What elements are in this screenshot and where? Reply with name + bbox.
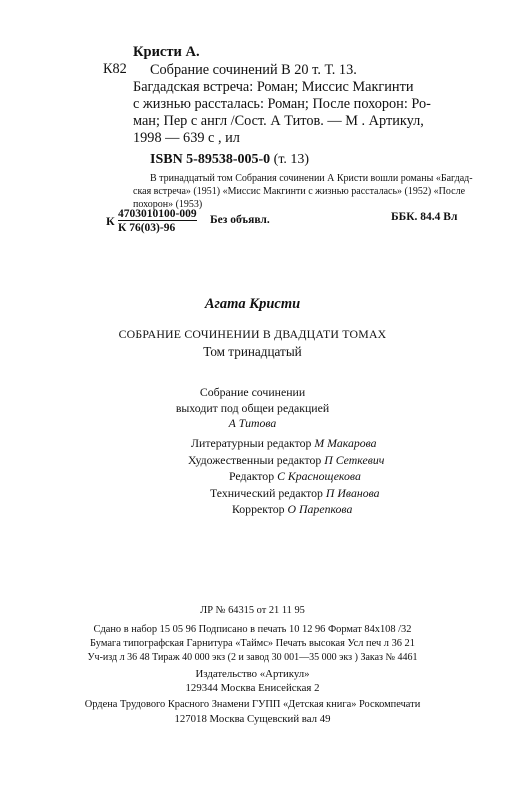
credit-role: Литературныи редактор — [191, 436, 312, 450]
credit-art-editor — [188, 453, 384, 468]
editorial-line: выходит под общеи редакцией — [175, 401, 330, 415]
catalog-note: В тринадцатый том Собрания сочинении А Кристи вошли романы «Багдад- — [150, 173, 473, 184]
credit-name: П Иванова — [325, 486, 380, 500]
credit-name: М Макарова — [314, 436, 377, 450]
printer-address: 127018 Москва Сущевский вал 49 — [174, 713, 331, 725]
imprint-line: Уч-изд л 36 48 Тираж 40 000 экз (2 и завод 30 001—35 000 экз ) Заказ № 4461 — [87, 652, 418, 663]
catalog-k-letter: К — [106, 214, 115, 228]
credit-role: Редактор — [229, 469, 275, 483]
catalog-bbk: ББК. 84.4 Вл — [391, 211, 458, 223]
publisher-address: 129344 Москва Енисейская 2 — [185, 682, 320, 694]
credit-role: Художественныи редактор — [188, 453, 322, 467]
title-author: Агата Кристи — [204, 296, 301, 312]
catalog-code-bottom: К 76(03)-96 — [118, 222, 176, 234]
imprint-line: Бумага типографская Гарнитура «Таймс» Печать высокая Усл печ л 36 21 — [90, 638, 415, 649]
catalog-isbn-line — [150, 152, 309, 168]
credit-technical-editor — [210, 486, 380, 501]
catalog-note: похорон» (1953) — [133, 199, 203, 210]
license-number: ЛР № 64315 от 21 11 95 — [200, 605, 305, 616]
catalog-index: К82 — [103, 61, 127, 77]
credit-literary-editor — [191, 436, 377, 451]
catalog-note: ская встреча» (1951) «Миссис Макгинти с жизнью рассталась» (1952) «После — [133, 186, 466, 197]
catalog-line: с жизнью рассталась: Роман; После похорон: Ро- — [133, 96, 431, 112]
credit-role: Корректор — [232, 502, 285, 516]
isbn: ISBN 5-89538-005-0 — [150, 152, 271, 167]
publisher-name: Издательство «Артикул» — [195, 668, 310, 680]
editorial-editor-name: А Титова — [228, 416, 277, 430]
credit-name: О Парепкова — [287, 502, 353, 516]
credit-role: Технический редактор — [210, 486, 323, 500]
catalog-line: 1998 — 639 с , ил — [133, 130, 240, 146]
printer-name: Ордена Трудового Красного Знамени ГУПП «Детская книга» Роскомпечати — [84, 699, 421, 710]
credit-editor — [229, 469, 361, 484]
title-series: СОБРАНИЕ СОЧИНЕНИИ В ДВАДЦАТИ ТОМАХ — [118, 327, 387, 341]
imprint-line: Сдано в набор 15 05 96 Подписано в печать 10 12 96 Формат 84х108 /32 — [93, 624, 412, 635]
isbn-volume: (т. 13) — [273, 152, 310, 167]
credit-name: П Сеткевич — [324, 453, 385, 467]
catalog-line: Собрание сочинений В 20 т. Т. 13. — [150, 62, 357, 78]
title-volume: Том тринадцатый — [203, 344, 302, 359]
credit-name: С Краснощекова — [277, 469, 361, 483]
editorial-line: Собрание сочинении — [199, 385, 306, 399]
catalog-no-announce: Без объявл. — [210, 214, 270, 226]
catalog-line: ман; Пер с англ /Сост. А Титов. — М . Артикул, — [133, 113, 424, 129]
credit-proofreader — [232, 502, 352, 517]
catalog-code-top: 4703010100-009 — [118, 208, 197, 220]
catalog-author-heading: Кристи А. — [133, 44, 200, 60]
catalog-line: Багдадская встреча: Роман; Миссис Макгинти — [133, 79, 414, 95]
